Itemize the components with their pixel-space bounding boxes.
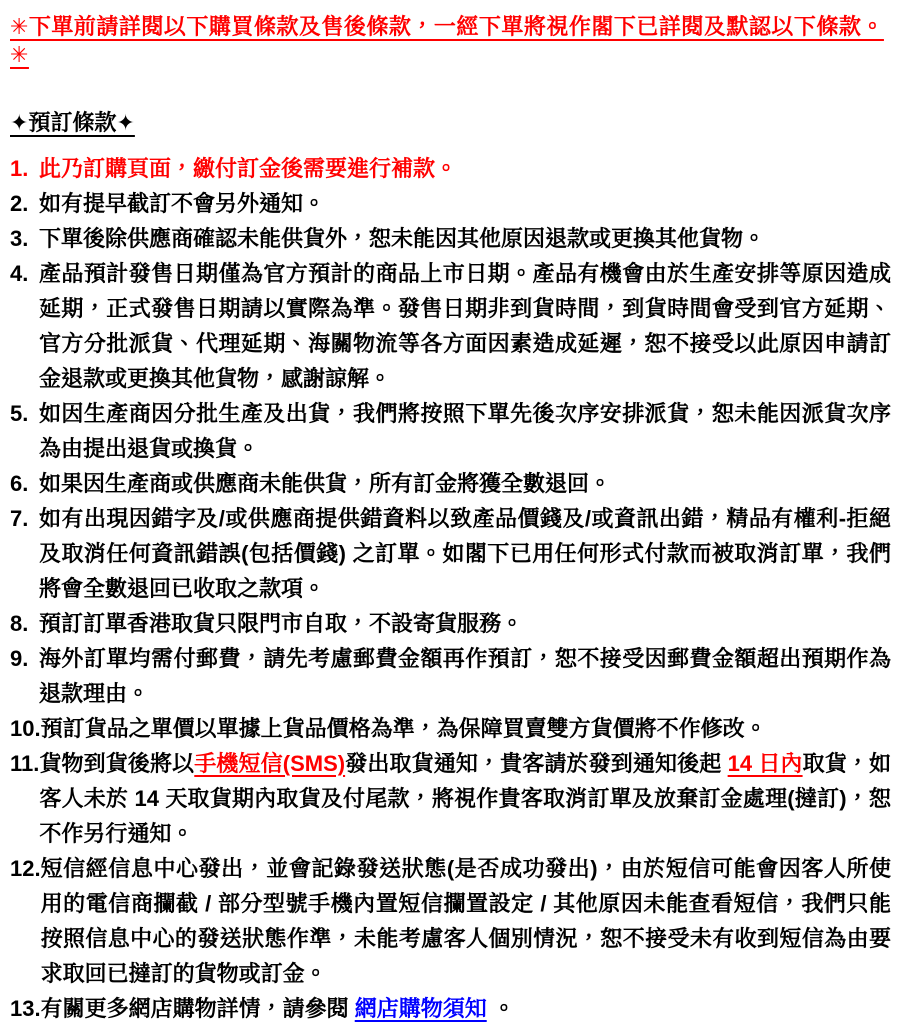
term-item-11 bbox=[10, 746, 891, 851]
term-number: 3. bbox=[10, 226, 29, 251]
term-text-segment: 如因生產商因分批生產及出貨，我們將按照下單先後次序安排派貨，恕未能因派貨次序為由提出退貨或換貨。 bbox=[39, 401, 891, 461]
highlighted-text: 手機短信(SMS) bbox=[194, 751, 346, 776]
term-text bbox=[41, 991, 891, 1026]
term-text-segment: 發出取貨通知，貴客請於發到通知後起 bbox=[345, 751, 728, 776]
term-number: 9. bbox=[10, 646, 29, 671]
term-item-3 bbox=[10, 221, 891, 256]
term-text-segment: 此乃訂購頁面，繳付訂金後需要進行補款。 bbox=[39, 156, 458, 181]
term-text-segment: 下單後除供應商確認未能供貨外，恕未能因其他原因退款或更換其他貨物。 bbox=[39, 226, 766, 251]
term-number: 1. bbox=[10, 156, 29, 181]
term-text-segment: 。 bbox=[486, 996, 515, 1021]
term-text bbox=[39, 641, 891, 711]
term-text bbox=[39, 396, 891, 466]
term-text bbox=[39, 151, 891, 186]
term-text bbox=[39, 256, 891, 396]
term-number: 13. bbox=[10, 996, 41, 1021]
term-item-2 bbox=[10, 186, 891, 221]
term-text-segment: 如果因生產商或供應商未能供貨，所有訂金將獲全數退回。 bbox=[39, 471, 612, 496]
term-text bbox=[39, 501, 891, 606]
term-number: 6. bbox=[10, 471, 29, 496]
term-number: 4. bbox=[10, 261, 29, 286]
term-number: 7. bbox=[10, 506, 29, 531]
term-item-10 bbox=[10, 711, 891, 746]
term-item-8 bbox=[10, 606, 891, 641]
notice-banner: ✳下單前請詳閱以下購買條款及售後條款，一經下單將視作閣下已詳閱及默認以下條款。✳ bbox=[10, 14, 884, 67]
term-text-segment: 如有提早截訂不會另外通知。 bbox=[39, 191, 326, 216]
highlighted-text: 14 日內 bbox=[727, 751, 803, 776]
term-number: 5. bbox=[10, 401, 29, 426]
term-number: 12. bbox=[10, 856, 41, 881]
term-item-6 bbox=[10, 466, 891, 501]
term-text-segment: 預訂貨品之單價以單據上貨品價格為準，為保障買賣雙方貨價將不作修改。 bbox=[40, 716, 767, 741]
term-text-segment: 產品預計發售日期僅為官方預計的商品上市日期。產品有機會由於生產安排等原因造成延期，正式發售日期請以實際為準。發售日期非到貨時間，到貨時間會受到官方延期、官方分批派貨、代理延期、海關物流等各方面因素造成延遲，恕不接受以此原因申請訂金退款或更換其他貨物，感謝諒解。 bbox=[39, 261, 891, 391]
term-item-9 bbox=[10, 641, 891, 711]
shop-guide-link[interactable]: 網店購物須知 bbox=[354, 996, 487, 1021]
term-text bbox=[39, 186, 891, 221]
term-item-12 bbox=[10, 851, 891, 991]
term-text bbox=[39, 466, 891, 501]
term-text-segment: 貨物到貨後將以 bbox=[39, 751, 195, 776]
term-item-5 bbox=[10, 396, 891, 466]
section-heading: ✦預訂條款✦ bbox=[10, 110, 135, 135]
term-item-13 bbox=[10, 991, 891, 1026]
term-text-segment: 取貨，如客人未於 14 天取貨期內取貨及付尾款，將視作貴客取消訂單及放棄訂金處理(撻訂)，恕不作另行通知。 bbox=[39, 751, 891, 846]
term-text-segment: 有關更多網店購物詳情，請參閱 bbox=[40, 996, 355, 1021]
term-number: 10. bbox=[10, 716, 41, 741]
term-text bbox=[41, 851, 891, 991]
term-number: 8. bbox=[10, 611, 29, 636]
terms-list bbox=[10, 151, 891, 1026]
term-text-segment: 海外訂單均需付郵費，請先考慮郵費金額再作預訂，恕不接受因郵費金額超出預期作為退款理由。 bbox=[39, 646, 891, 706]
term-text-segment: 短信經信息中心發出，並會記錄發送狀態(是否成功發出)，由於短信可能會因客人所使用的電信商攔截 / 部分型號手機內置短信攔置設定 / 其他原因未能查看短信，我們只能按照信息中心的發送狀態作準，未能考慮客人個別情況，恕不接受未有收到短信為由要求取回已撻訂的貨物或訂金。 bbox=[40, 856, 891, 986]
term-item-4 bbox=[10, 256, 891, 396]
term-text bbox=[39, 221, 891, 256]
term-text bbox=[39, 746, 891, 851]
term-text-segment: 預訂訂單香港取貨只限門市自取，不設寄貨服務。 bbox=[39, 611, 524, 636]
term-item-1 bbox=[10, 151, 891, 186]
term-number: 2. bbox=[10, 191, 29, 216]
term-item-7 bbox=[10, 501, 891, 606]
term-text bbox=[39, 606, 891, 641]
term-text bbox=[41, 711, 891, 746]
term-text-segment: 如有出現因錯字及/或供應商提供錯資料以致產品價錢及/或資訊出錯，精品有權利-拒絕及取消任何資訊錯誤(包括價錢) 之訂單。如閣下已用任何形式付款而被取消訂單，我們將會全數退回已收取之款項。 bbox=[39, 506, 891, 601]
heading-row bbox=[10, 89, 891, 137]
term-number: 11. bbox=[10, 751, 40, 776]
